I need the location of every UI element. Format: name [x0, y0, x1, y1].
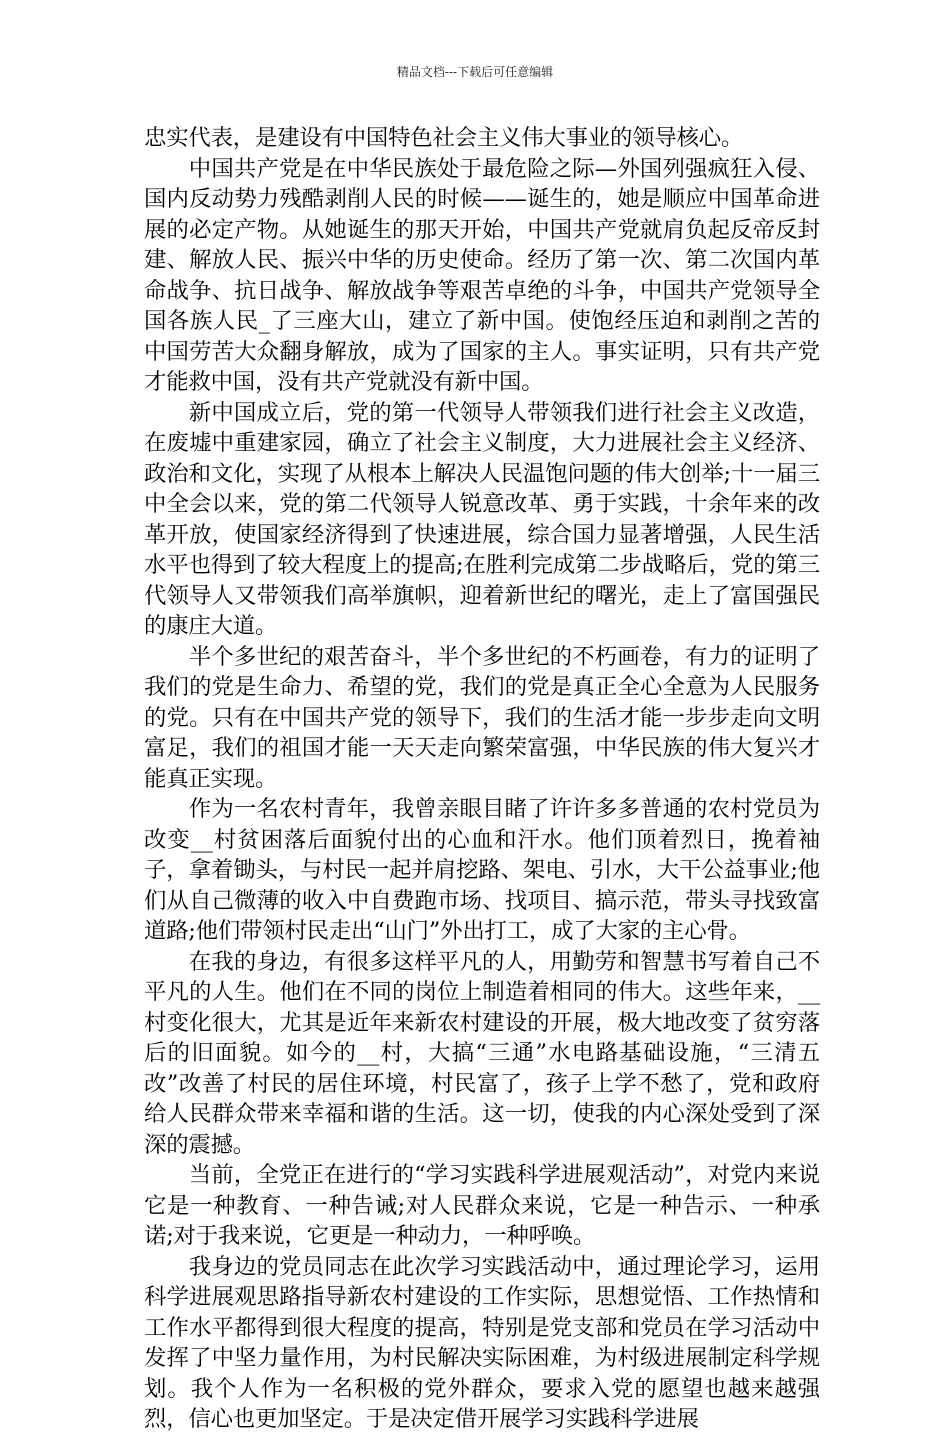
paragraph-7: 当前，全党正在进行的“学习实践科学进展观活动”，对党内来说它是一种教育、一种告诫;对人民群众来说，它是一种告示、一种承诺;对于我来说，它更是一种动力，一种呼唤。 — [144, 1162, 820, 1249]
paragraph-8: 我身边的党员同志在此次学习实践活动中，通过理论学习，运用科学进展观思路指导新农村建设的工作实际，思想觉悟、工作热情和工作水平都得到很大程度的提高，特别是党支部和党员在学习活动中发挥了中坚力量作用，为村民解决实际困难，为村级进展制定科学规划。我个人作为一名积极的党外群众，要求入党的愿望也越来越强烈，信心也更加坚定。于是决定借开展学习实践科学进展 — [144, 1253, 820, 1432]
paragraph-1: 忠实代表，是建设有中国特色社会主义伟大事业的领导核心。 — [144, 125, 744, 151]
document-body — [144, 123, 820, 1435]
page-header — [0, 64, 950, 80]
paragraph-5: 作为一名农村青年，我曾亲眼目睹了许许多多普通的农村党员为改变__村贫困落后面貌付出的心血和汗水。他们顶着烈日，挽着袖子，拿着锄头，与村民一起并肩挖路、架电、引水，大干公益事业;他们从自己微薄的收入中自费跑市场、找项目、搞示范，带头寻找致富道路;他们带领村民走出“山门”外出打工，成了大家的主心骨。 — [144, 796, 820, 944]
paragraph-3: 新中国成立后，党的第一代领导人带领我们进行社会主义改造，在废墟中重建家园，确立了社会主义制度，大力进展社会主义经济、政治和文化，实现了从根本上解决人民温饱问题的伟大创举;十一届三中全会以来，党的第二代领导人锐意改革、勇于实践，十余年来的改革开放，使国家经济得到了快速进展，综合国力显著增强，人民生活水平也得到了较大程度上的提高;在胜利完成第二步战略后，党的第三代领导人又带领我们高举旗帜，迎着新世纪的曙光，走上了富国强民的康庄大道。 — [144, 399, 820, 639]
paragraph-6: 在我的身边，有很多这样平凡的人，用勤劳和智慧书写着自己不平凡的人生。他们在不同的岗位上制造着相同的伟大。这些年来，__村变化很大，尤其是近年来新农村建设的开展，极大地改变了贫穷落后的旧面貌。如今的__村，大搞“三通”水电路基础设施，“三清五改”改善了村民的居住环境，村民富了，孩子上学不愁了，党和政府给人民群众带来幸福和谐的生活。这一切，使我的内心深处受到了深深的震撼。 — [144, 948, 820, 1158]
paragraph-2: 中国共产党是在中华民族处于最危险之际—外国列强疯狂入侵、国内反动势力残酷剥削人民的时候——诞生的，她是顺应中国革命进展的必定产物。从她诞生的那天开始，中国共产党就肩负起反帝反封建、解放人民、振兴中华的历史使命。经历了第一次、第二次国内革命战争、抗日战争、解放战争等艰苦卓绝的斗争，中国共产党领导全国各族人民_了三座大山，建立了新中国。使饱经压迫和剥削之苦的中国劳苦大众翻身解放，成为了国家的主人。事实证明，只有共产党才能救中国，没有共产党就没有新中国。 — [144, 155, 820, 395]
paragraph-4: 半个多世纪的艰苦奋斗，半个多世纪的不朽画卷，有力的证明了我们的党是生命力、希望的党，我们的党是真正全心全意为人民服务的党。只有在中国共产党的领导下，我们的生活才能一步步走向文明富足，我们的祖国才能一天天走向繁荣富强，中华民族的伟大复兴才能真正实现。 — [144, 643, 820, 792]
header-text: 精品文档---下载后可任意编辑 — [396, 65, 554, 79]
